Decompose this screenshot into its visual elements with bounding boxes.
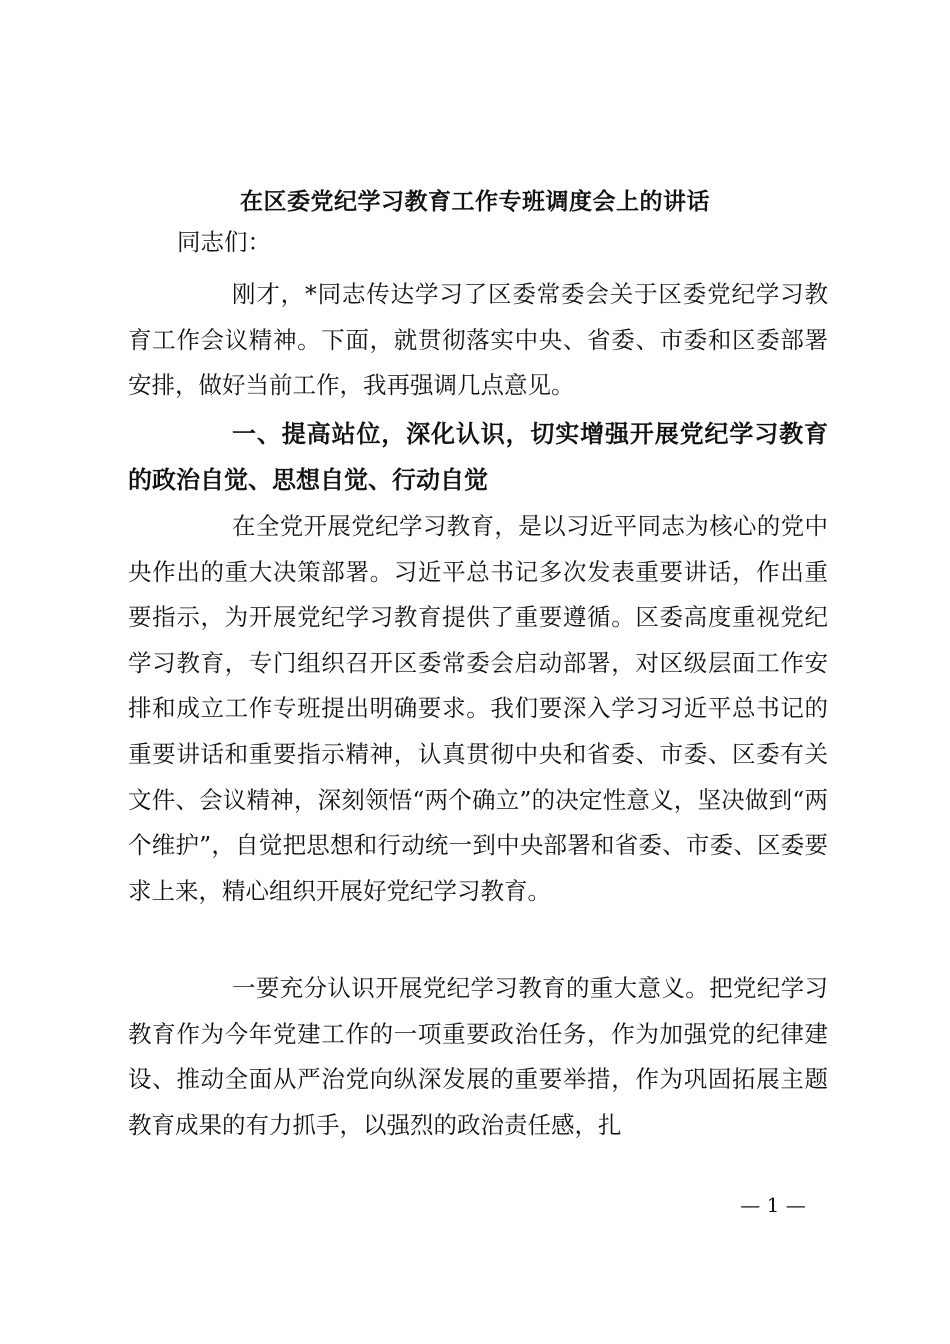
salutation: 同志们： — [177, 228, 271, 256]
paragraph-intro: 刚才，*同志传达学习了区委常委会关于区委党纪学习教育工作会议精神。下面，就贯彻落实中央、省委、市委和区委部署安排，做好当前工作，我再强调几点意见。 — [128, 280, 828, 400]
section-heading-1: 一、提高站位，深化认识，切实增强开展党纪学习教育的政治自觉、思想自觉、行动自觉 — [128, 420, 828, 494]
paragraph-point-1: 一要充分认识开展党纪学习教育的重大意义。把党纪学习教育作为今年党建工作的一项重要政治任务，作为加强党的纪律建设、推动全面从严治党向纵深发展的重要举措，作为巩固拓展主题教育成果的有力抓手，以强烈的政治责任感，扎 — [128, 974, 828, 1139]
page-number: — 1 — — [740, 1193, 806, 1217]
paragraph-section-1: 在全党开展党纪学习教育，是以习近平同志为核心的党中央作出的重大决策部署。习近平总书记多次发表重要讲话，作出重要指示，为开展党纪学习教育提供了重要遵循。区委高度重视党纪学习教育，专门组织召开区委常委会启动部署，对区级层面工作安排和成立工作专班提出明确要求。我们要深入学习习近平总书记的重要讲话和重要指示精神，认真贯彻中央和省委、市委、区委有关文件、会议精神，深刻领悟“两个确立”的决定性意义，坚决做到“两个维护”，自觉把思想和行动统一到中央部署和省委、市委、区委要求上来，精心组织开展好党纪学习教育。 — [128, 512, 828, 905]
document-title: 在区委党纪学习教育工作专班调度会上的讲话 — [240, 188, 710, 215]
